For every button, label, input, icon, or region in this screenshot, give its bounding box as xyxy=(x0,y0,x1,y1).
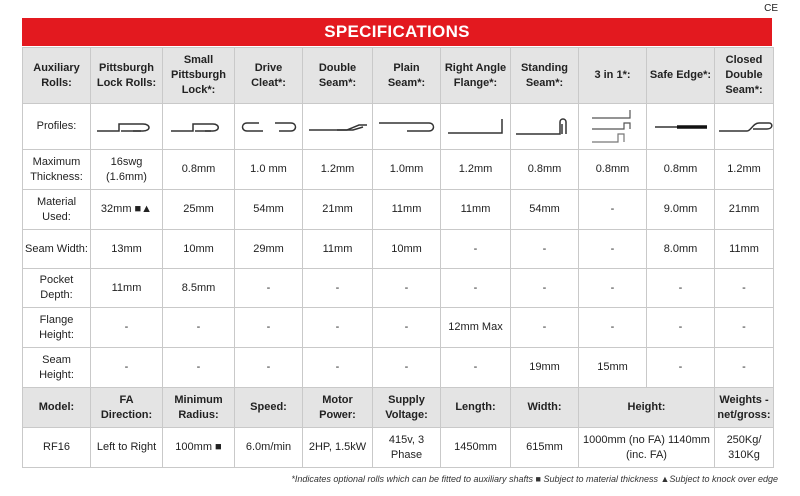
table-cell: - xyxy=(647,348,715,388)
table-cell: 10mm xyxy=(373,230,441,269)
table-cell: - xyxy=(715,348,774,388)
table-cell: - xyxy=(373,348,441,388)
table-cell: 10mm xyxy=(163,230,235,269)
col-header: Right Angle Flange*: xyxy=(441,48,511,104)
safe-edge-profile-icon xyxy=(647,104,715,150)
right-angle-flange-profile-icon xyxy=(441,104,511,150)
width-cell: 615mm xyxy=(511,428,579,468)
table-cell: - xyxy=(303,269,373,308)
motor-power-header: Motor Power: xyxy=(303,388,373,428)
weights-cell: 250Kg/ 310Kg xyxy=(715,428,774,468)
table-cell: - xyxy=(303,308,373,348)
length-header: Length: xyxy=(441,388,511,428)
table-cell: 1.2mm xyxy=(303,150,373,190)
motor-power-cell: 2HP, 1.5kW xyxy=(303,428,373,468)
table-row xyxy=(23,308,774,348)
col-header: Closed Double Seam*: xyxy=(715,48,774,104)
row-label: Seam Width: xyxy=(23,230,91,269)
supply-voltage-cell: 415v, 3 Phase xyxy=(373,428,441,468)
col-header: Drive Cleat*: xyxy=(235,48,303,104)
double-seam-profile-icon xyxy=(303,104,373,150)
pittsburgh-lock-profile-icon xyxy=(91,104,163,150)
table-cell: 0.8mm xyxy=(163,150,235,190)
table-cell: - xyxy=(303,348,373,388)
table-cell: 11mm xyxy=(373,190,441,230)
row-label: Maximum Thickness: xyxy=(23,150,91,190)
table-cell: 54mm xyxy=(235,190,303,230)
table-cell: 11mm xyxy=(91,269,163,308)
table-cell: - xyxy=(163,348,235,388)
table-cell: 15mm xyxy=(579,348,647,388)
speed-header: Speed: xyxy=(235,388,303,428)
table-cell: 8.0mm xyxy=(647,230,715,269)
table-cell: 1.0mm xyxy=(373,150,441,190)
table-cell: 0.8mm xyxy=(511,150,579,190)
col-header: Plain Seam*: xyxy=(373,48,441,104)
table-cell: 1.2mm xyxy=(441,150,511,190)
table-cell: 16swg (1.6mm) xyxy=(91,150,163,190)
table-cell: 19mm xyxy=(511,348,579,388)
weights-header: Weights - net/gross: xyxy=(715,388,774,428)
col-header: 3 in 1*: xyxy=(579,48,647,104)
table-cell: 54mm xyxy=(511,190,579,230)
length-cell: 1450mm xyxy=(441,428,511,468)
row-label: Profiles: xyxy=(23,104,91,150)
table-cell: - xyxy=(715,308,774,348)
small-pittsburgh-profile-icon xyxy=(163,104,235,150)
row-label: Seam Height: xyxy=(23,348,91,388)
height-header: Height: xyxy=(579,388,715,428)
specifications-table xyxy=(22,47,774,468)
supply-voltage-header: Supply Voltage: xyxy=(373,388,441,428)
row-label: Pocket Depth: xyxy=(23,269,91,308)
table-cell: - xyxy=(441,348,511,388)
height-cell: 1000mm (no FA) 1140mm (inc. FA) xyxy=(579,428,715,468)
drive-cleat-profile-icon xyxy=(235,104,303,150)
table-cell: - xyxy=(579,308,647,348)
table-cell: - xyxy=(511,308,579,348)
table-cell: 12mm Max xyxy=(441,308,511,348)
table-cell: 25mm xyxy=(163,190,235,230)
table-cell: - xyxy=(579,190,647,230)
col-header: Small Pittsburgh Lock*: xyxy=(163,48,235,104)
standing-seam-profile-icon xyxy=(511,104,579,150)
table-cell: - xyxy=(235,308,303,348)
table-row xyxy=(23,150,774,190)
closed-double-seam-profile-icon xyxy=(715,104,774,150)
table-cell: - xyxy=(235,348,303,388)
fa-direction-header: FA Direction: xyxy=(91,388,163,428)
table-cell: 0.8mm xyxy=(647,150,715,190)
three-in-one-profile-icon xyxy=(579,104,647,150)
table-cell: 11mm xyxy=(715,230,774,269)
table-cell: - xyxy=(647,269,715,308)
table-cell: 1.2mm xyxy=(715,150,774,190)
table-cell: - xyxy=(91,348,163,388)
model-row xyxy=(23,428,774,468)
table-cell: - xyxy=(647,308,715,348)
table-cell: 0.8mm xyxy=(579,150,647,190)
table-cell: 21mm xyxy=(303,190,373,230)
header-row xyxy=(23,48,774,104)
page-title: SPECIFICATIONS xyxy=(22,18,772,46)
footnote: *Indicates optional rolls which can be fitted to auxiliary shafts ■ Subject to material thickness ▲Subject to knock over edge xyxy=(291,474,778,484)
table-row xyxy=(23,348,774,388)
table-cell: 8.5mm xyxy=(163,269,235,308)
table-cell: - xyxy=(715,269,774,308)
width-header: Width: xyxy=(511,388,579,428)
min-radius-header: Minimum Radius: xyxy=(163,388,235,428)
min-radius-cell: 100mm ■ xyxy=(163,428,235,468)
aux-rolls-header: Auxiliary Rolls: xyxy=(23,48,91,104)
table-cell: - xyxy=(511,230,579,269)
table-cell: 1.0 mm xyxy=(235,150,303,190)
table-cell: 11mm xyxy=(303,230,373,269)
speed-cell: 6.0m/min xyxy=(235,428,303,468)
table-cell: - xyxy=(441,269,511,308)
row-label: Flange Height: xyxy=(23,308,91,348)
table-cell: 9.0mm xyxy=(647,190,715,230)
col-header: Standing Seam*: xyxy=(511,48,579,104)
model-header-row xyxy=(23,388,774,428)
table-row xyxy=(23,190,774,230)
table-row xyxy=(23,269,774,308)
table-cell: 11mm xyxy=(441,190,511,230)
plain-seam-profile-icon xyxy=(373,104,441,150)
fa-direction-cell: Left to Right xyxy=(91,428,163,468)
table-cell: - xyxy=(163,308,235,348)
table-cell: - xyxy=(579,269,647,308)
col-header: Pittsburgh Lock Rolls: xyxy=(91,48,163,104)
table-cell: - xyxy=(91,308,163,348)
row-label: Material Used: xyxy=(23,190,91,230)
table-cell: - xyxy=(511,269,579,308)
table-cell: 29mm xyxy=(235,230,303,269)
col-header: Double Seam*: xyxy=(303,48,373,104)
ce-mark: CE xyxy=(764,3,778,14)
table-cell: - xyxy=(373,269,441,308)
table-cell: 32mm ■▲ xyxy=(91,190,163,230)
table-cell: - xyxy=(235,269,303,308)
table-cell: - xyxy=(441,230,511,269)
col-header: Safe Edge*: xyxy=(647,48,715,104)
table-cell: 21mm xyxy=(715,190,774,230)
table-row xyxy=(23,230,774,269)
table-cell: 13mm xyxy=(91,230,163,269)
model-cell: RF16 xyxy=(23,428,91,468)
profiles-row xyxy=(23,104,774,150)
model-header: Model: xyxy=(23,388,91,428)
table-cell: - xyxy=(373,308,441,348)
table-cell: - xyxy=(579,230,647,269)
